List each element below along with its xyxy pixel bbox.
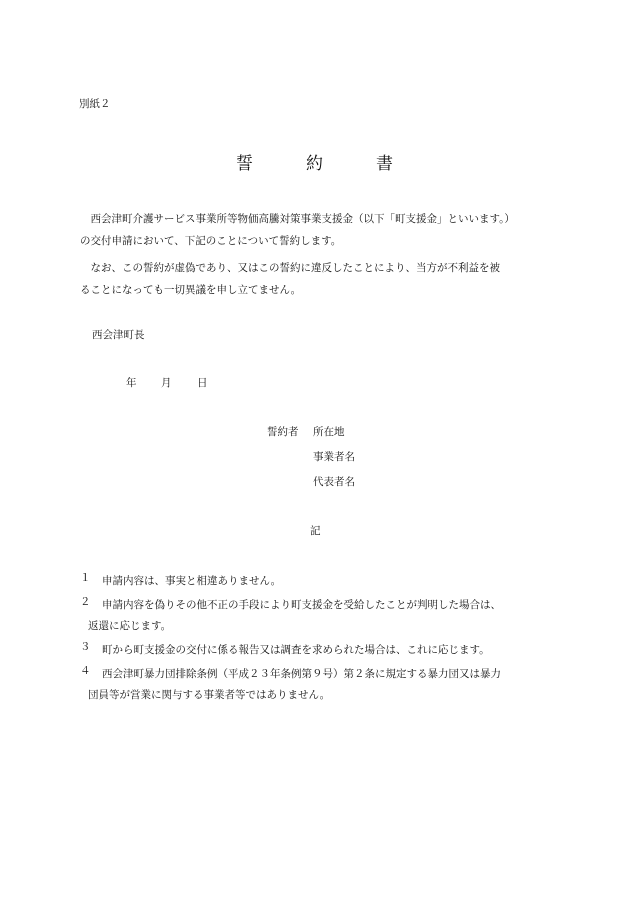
pledge-item-2 (80, 595, 560, 637)
pledge-items (80, 571, 560, 709)
addressee: 西会津町長 (92, 329, 145, 341)
title-char-3: 書 (376, 154, 394, 174)
item-number: ３ (80, 641, 91, 653)
item-text: 西会津町暴力団排除条例（平成２３年条例第９号）第２条に規定する暴力団又は暴力 (102, 668, 501, 680)
item-text: 申請内容を偽りその他不正の手段により町支援金を受給したことが判明した場合は、 (102, 599, 501, 611)
intro-line-2: の交付申請において、下記のことについて誓約します。 (80, 235, 342, 247)
disclaimer-line-2: ることになっても一切異議を申し立てません。 (80, 284, 302, 296)
title-char-1: 誓 (236, 154, 254, 174)
item-number: ４ (80, 665, 91, 677)
document-title (0, 152, 630, 178)
item-text-continuation: 団員等が営業に関与する事業者等ではありません。 (88, 689, 331, 701)
annex-label: 別紙２ (79, 98, 111, 110)
item-number: １ (80, 572, 91, 584)
item-text: 申請内容は、事実と相違ありません。 (102, 575, 282, 587)
date-day: 日 (197, 377, 208, 389)
pledge-item-4 (80, 664, 560, 706)
pledge-item-3 (80, 640, 560, 661)
ki-heading: 記 (310, 525, 321, 537)
location-label: 所在地 (313, 426, 345, 438)
pledge-item-1 (80, 571, 560, 592)
business-name-label: 事業者名 (313, 451, 355, 463)
pledger-label: 誓約者 (267, 426, 299, 438)
intro-line-1: 西会津町介護サービス事業所等物価高騰対策事業支援金（以下「町支援金」といいます。） (80, 213, 515, 225)
title-char-2: 約 (306, 154, 324, 174)
item-text-continuation: 返還に応じます。 (88, 620, 172, 632)
date-month: 月 (161, 377, 172, 389)
item-number: ２ (80, 596, 91, 608)
disclaimer-line-1: なお、この誓約が虚偽であり、又はこの誓約に違反したことにより、当方が不利益を被 (80, 262, 500, 274)
intro-paragraph (80, 208, 555, 252)
representative-label: 代表者名 (313, 476, 355, 488)
item-text: 町から町支援金の交付に係る報告又は調査を求められた場合は、これに応じます。 (102, 644, 490, 656)
disclaimer-paragraph (80, 257, 555, 301)
date-year: 年 (126, 377, 137, 389)
